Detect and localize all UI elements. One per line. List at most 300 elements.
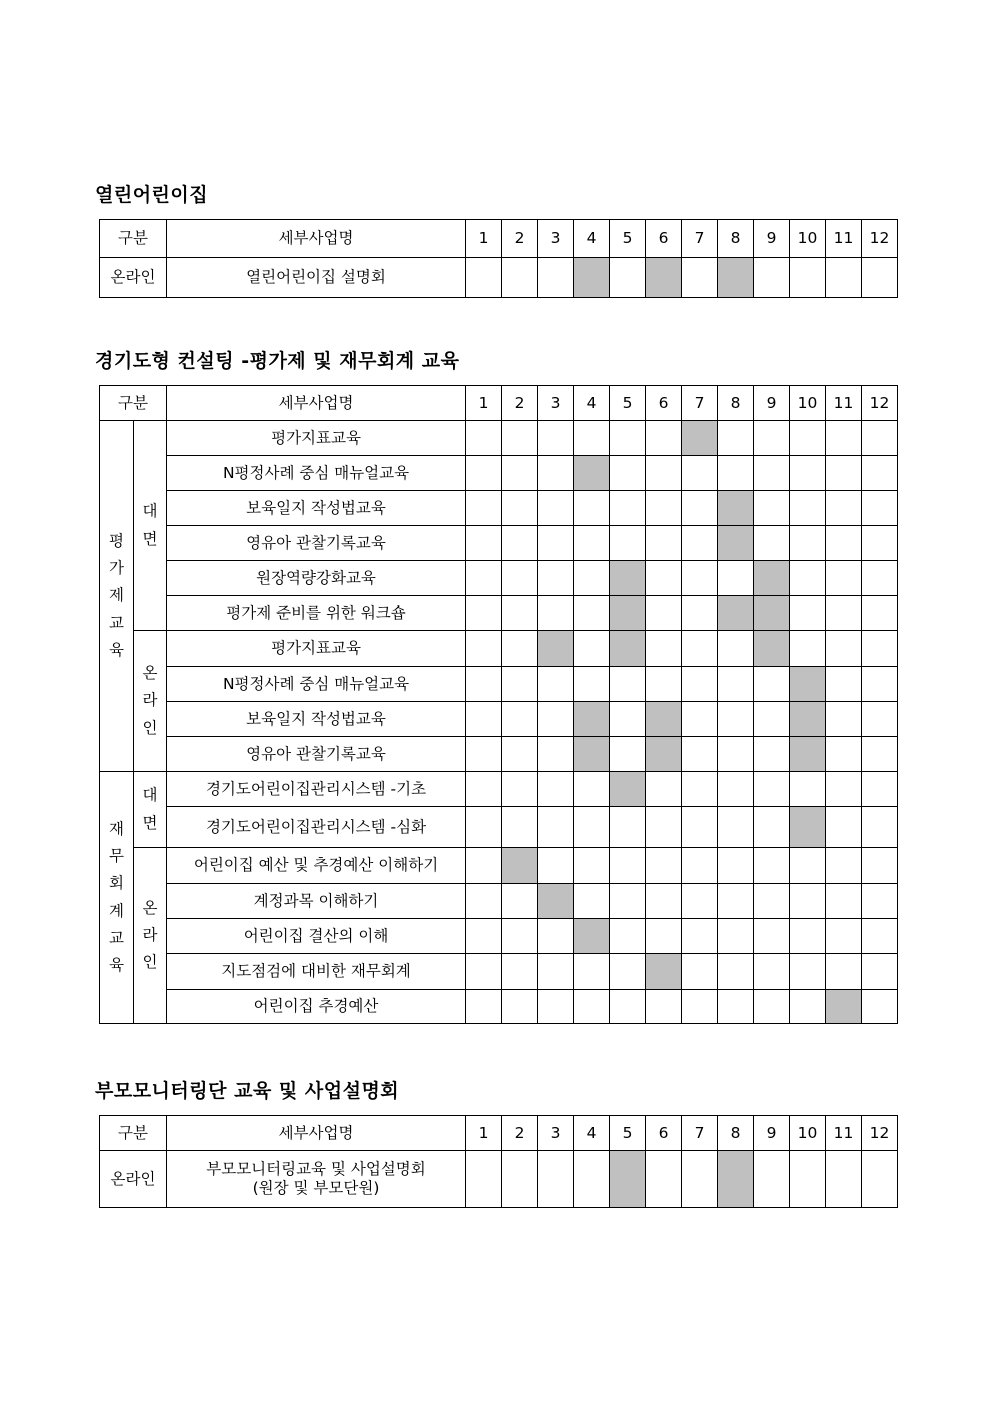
month-cell <box>538 596 574 631</box>
delivery-mode-label: 대 면 <box>142 786 158 832</box>
month-cell <box>538 772 574 807</box>
month-cell-scheduled <box>646 258 682 298</box>
program-name: 지도점검에 대비한 재무회계 <box>167 954 466 990</box>
month-cell <box>610 848 646 884</box>
month-cell <box>682 456 718 491</box>
month-cell-scheduled <box>754 561 790 596</box>
delivery-mode-label: 온 라 인 <box>142 664 158 737</box>
month-cell <box>718 456 754 491</box>
month-cell-scheduled <box>754 631 790 667</box>
month-cell <box>682 561 718 596</box>
month-cell <box>862 561 898 596</box>
month-cell <box>610 919 646 954</box>
program-name: 평가제 준비를 위한 워크숍 <box>167 596 466 631</box>
header-gubun: 구분 <box>100 220 167 258</box>
month-cell <box>826 258 862 298</box>
month-cell <box>610 807 646 848</box>
month-cell <box>574 884 610 919</box>
month-cell <box>502 884 538 919</box>
month-cell <box>754 491 790 526</box>
month-cell <box>718 807 754 848</box>
month-cell <box>790 990 826 1024</box>
month-cell <box>502 421 538 456</box>
delivery-mode-cell <box>134 631 167 772</box>
month-cell <box>682 596 718 631</box>
month-cell <box>682 884 718 919</box>
month-cell-scheduled <box>610 631 646 667</box>
header-month: 11 <box>826 220 862 258</box>
schedule-row <box>100 631 898 667</box>
month-cell <box>502 526 538 561</box>
header-month: 8 <box>718 386 754 421</box>
month-cell <box>502 807 538 848</box>
month-cell <box>502 919 538 954</box>
month-cell-scheduled <box>718 526 754 561</box>
header-month: 1 <box>466 1116 502 1151</box>
schedule-row <box>100 884 898 919</box>
program-name: 어린이집 예산 및 추경예산 이해하기 <box>167 848 466 884</box>
month-cell <box>502 954 538 990</box>
header-month: 9 <box>754 1116 790 1151</box>
program-name: 보육일지 작성법교육 <box>167 702 466 737</box>
month-cell <box>790 919 826 954</box>
month-cell <box>718 421 754 456</box>
schedule-row <box>100 954 898 990</box>
month-cell <box>754 702 790 737</box>
month-cell <box>574 807 610 848</box>
month-cell <box>538 954 574 990</box>
month-cell <box>682 848 718 884</box>
month-cell <box>466 491 502 526</box>
month-cell <box>754 807 790 848</box>
month-cell <box>502 1151 538 1208</box>
header-program-name: 세부사업명 <box>167 1116 466 1151</box>
schedule-row <box>100 919 898 954</box>
header-month: 5 <box>610 1116 646 1151</box>
month-cell <box>646 990 682 1024</box>
month-cell <box>862 702 898 737</box>
header-row <box>100 220 898 258</box>
month-cell <box>538 561 574 596</box>
category-label: 평 가 제 교 육 <box>109 532 124 659</box>
schedule-row <box>100 990 898 1024</box>
month-cell <box>790 561 826 596</box>
header-row <box>100 1116 898 1151</box>
delivery-mode-cell <box>134 848 167 1024</box>
month-cell <box>610 258 646 298</box>
month-cell <box>538 456 574 491</box>
month-cell <box>718 667 754 702</box>
category-cell <box>100 1151 167 1208</box>
month-cell <box>466 258 502 298</box>
program-name: 열린어린이집 설명회 <box>167 258 466 298</box>
month-cell <box>718 954 754 990</box>
month-cell <box>610 884 646 919</box>
schedule-table-consulting <box>99 385 898 1024</box>
header-month: 3 <box>538 1116 574 1151</box>
category-label: 재 무 회 계 교 육 <box>109 820 124 974</box>
month-cell <box>466 667 502 702</box>
month-cell <box>646 848 682 884</box>
category-cell <box>100 258 167 298</box>
month-cell <box>826 421 862 456</box>
delivery-mode-label: 대 면 <box>142 502 158 548</box>
month-cell-scheduled <box>502 848 538 884</box>
header-month: 8 <box>718 1116 754 1151</box>
delivery-mode-cell <box>134 772 167 848</box>
month-cell <box>502 596 538 631</box>
program-name: 어린이집 결산의 이해 <box>167 919 466 954</box>
month-cell <box>502 667 538 702</box>
month-cell <box>754 737 790 772</box>
program-name: 부모모니터링교육 및 사업설명회 (원장 및 부모단원) <box>167 1151 466 1208</box>
schedule-row <box>100 526 898 561</box>
month-cell-scheduled <box>718 258 754 298</box>
month-cell <box>862 526 898 561</box>
month-cell <box>682 1151 718 1208</box>
month-cell <box>466 456 502 491</box>
month-cell <box>682 631 718 667</box>
month-cell <box>502 990 538 1024</box>
header-gubun: 구분 <box>100 1116 167 1151</box>
month-cell <box>574 990 610 1024</box>
month-cell <box>646 421 682 456</box>
month-cell <box>466 954 502 990</box>
program-name: 계정과목 이해하기 <box>167 884 466 919</box>
month-cell <box>790 884 826 919</box>
month-cell <box>862 596 898 631</box>
schedule-row <box>100 772 898 807</box>
month-cell <box>682 667 718 702</box>
month-cell <box>502 491 538 526</box>
month-cell <box>826 919 862 954</box>
month-cell <box>574 421 610 456</box>
program-name: 영유아 관찰기록교육 <box>167 737 466 772</box>
month-cell <box>610 990 646 1024</box>
month-cell-scheduled <box>718 491 754 526</box>
month-cell <box>790 954 826 990</box>
header-month: 4 <box>574 1116 610 1151</box>
category-cell <box>100 772 134 1024</box>
month-cell <box>754 1151 790 1208</box>
month-cell-scheduled <box>718 1151 754 1208</box>
schedule-row <box>100 561 898 596</box>
month-cell <box>718 772 754 807</box>
program-name: 원장역량강화교육 <box>167 561 466 596</box>
month-cell <box>826 884 862 919</box>
month-cell-scheduled <box>610 772 646 807</box>
header-month: 3 <box>538 386 574 421</box>
month-cell <box>682 526 718 561</box>
month-cell <box>718 884 754 919</box>
month-cell <box>466 772 502 807</box>
month-cell <box>862 919 898 954</box>
month-cell-scheduled <box>574 919 610 954</box>
month-cell <box>466 702 502 737</box>
schedule-table-parent-monitoring <box>99 1115 898 1208</box>
month-cell-scheduled <box>646 737 682 772</box>
month-cell <box>682 702 718 737</box>
month-cell <box>790 491 826 526</box>
month-cell <box>682 990 718 1024</box>
header-month: 6 <box>646 1116 682 1151</box>
month-cell <box>610 667 646 702</box>
month-cell <box>826 667 862 702</box>
month-cell <box>538 258 574 298</box>
delivery-mode-cell <box>134 421 167 631</box>
category-cell <box>100 421 134 772</box>
header-month: 1 <box>466 386 502 421</box>
month-cell <box>826 491 862 526</box>
month-cell <box>610 702 646 737</box>
month-cell <box>682 772 718 807</box>
month-cell <box>646 772 682 807</box>
header-month: 12 <box>862 1116 898 1151</box>
header-month: 4 <box>574 220 610 258</box>
month-cell <box>826 596 862 631</box>
month-cell-scheduled <box>574 456 610 491</box>
month-cell <box>862 884 898 919</box>
month-cell <box>502 258 538 298</box>
month-cell-scheduled <box>646 954 682 990</box>
header-month: 12 <box>862 386 898 421</box>
month-cell <box>466 848 502 884</box>
month-cell <box>790 526 826 561</box>
section-title-parent-monitoring: 부모모니터링단 교육 및 사업설명회 <box>95 1080 400 1102</box>
program-name: 영유아 관찰기록교육 <box>167 526 466 561</box>
month-cell <box>754 456 790 491</box>
month-cell <box>862 772 898 807</box>
header-month: 10 <box>790 386 826 421</box>
month-cell <box>610 737 646 772</box>
header-month: 7 <box>682 386 718 421</box>
month-cell <box>538 526 574 561</box>
month-cell <box>718 631 754 667</box>
month-cell-scheduled <box>610 596 646 631</box>
header-month: 2 <box>502 386 538 421</box>
month-cell <box>466 737 502 772</box>
schedule-row <box>100 421 898 456</box>
month-cell <box>682 258 718 298</box>
month-cell <box>826 1151 862 1208</box>
month-cell <box>466 526 502 561</box>
month-cell-scheduled <box>574 737 610 772</box>
month-cell-scheduled <box>718 596 754 631</box>
month-cell <box>754 884 790 919</box>
header-month: 11 <box>826 1116 862 1151</box>
header-month: 5 <box>610 386 646 421</box>
month-cell <box>718 737 754 772</box>
month-cell <box>538 1151 574 1208</box>
header-month: 9 <box>754 386 790 421</box>
header-month: 8 <box>718 220 754 258</box>
month-cell <box>862 421 898 456</box>
month-cell <box>610 421 646 456</box>
program-name: 경기도어린이집관리시스템 -심화 <box>167 807 466 848</box>
month-cell <box>646 491 682 526</box>
month-cell <box>754 421 790 456</box>
month-cell <box>574 631 610 667</box>
month-cell-scheduled <box>826 990 862 1024</box>
header-month: 6 <box>646 220 682 258</box>
header-row <box>100 386 898 421</box>
month-cell <box>466 561 502 596</box>
schedule-row <box>100 491 898 526</box>
program-name: 어린이집 추경예산 <box>167 990 466 1024</box>
header-month: 7 <box>682 220 718 258</box>
month-cell <box>646 919 682 954</box>
program-name: N평정사례 중심 매뉴얼교육 <box>167 667 466 702</box>
month-cell <box>862 631 898 667</box>
month-cell-scheduled <box>790 667 826 702</box>
month-cell <box>538 919 574 954</box>
month-cell <box>826 526 862 561</box>
program-name: N평정사례 중심 매뉴얼교육 <box>167 456 466 491</box>
header-program-name: 세부사업명 <box>167 386 466 421</box>
header-month: 6 <box>646 386 682 421</box>
header-month: 4 <box>574 386 610 421</box>
month-cell <box>574 772 610 807</box>
month-cell <box>862 848 898 884</box>
header-month: 9 <box>754 220 790 258</box>
month-cell <box>538 737 574 772</box>
month-cell <box>862 807 898 848</box>
header-program-name: 세부사업명 <box>167 220 466 258</box>
month-cell-scheduled <box>790 702 826 737</box>
month-cell <box>826 456 862 491</box>
month-cell <box>574 526 610 561</box>
month-cell <box>826 848 862 884</box>
month-cell <box>646 596 682 631</box>
month-cell <box>610 456 646 491</box>
month-cell <box>646 631 682 667</box>
month-cell <box>574 954 610 990</box>
month-cell <box>790 421 826 456</box>
header-month: 7 <box>682 1116 718 1151</box>
month-cell <box>466 631 502 667</box>
month-cell <box>790 848 826 884</box>
month-cell <box>790 456 826 491</box>
month-cell <box>862 667 898 702</box>
month-cell <box>502 631 538 667</box>
month-cell <box>502 702 538 737</box>
month-cell <box>682 737 718 772</box>
month-cell <box>862 954 898 990</box>
month-cell <box>754 526 790 561</box>
month-cell-scheduled <box>574 258 610 298</box>
month-cell <box>466 1151 502 1208</box>
delivery-mode-label: 온 라 인 <box>142 898 158 972</box>
month-cell <box>646 526 682 561</box>
month-cell <box>538 807 574 848</box>
schedule-row <box>100 848 898 884</box>
schedule-row <box>100 807 898 848</box>
header-month: 5 <box>610 220 646 258</box>
month-cell <box>466 884 502 919</box>
month-cell <box>790 596 826 631</box>
schedule-row <box>100 702 898 737</box>
month-cell <box>538 491 574 526</box>
schedule-row <box>100 596 898 631</box>
month-cell-scheduled <box>538 884 574 919</box>
month-cell <box>718 561 754 596</box>
category-label: 온라인 <box>110 1169 156 1188</box>
month-cell-scheduled <box>790 737 826 772</box>
month-cell <box>682 807 718 848</box>
header-month: 2 <box>502 220 538 258</box>
month-cell <box>466 919 502 954</box>
month-cell <box>574 491 610 526</box>
month-cell <box>466 807 502 848</box>
month-cell <box>646 456 682 491</box>
header-month: 11 <box>826 386 862 421</box>
month-cell <box>826 631 862 667</box>
month-cell <box>502 456 538 491</box>
month-cell <box>538 667 574 702</box>
month-cell <box>610 954 646 990</box>
month-cell <box>610 491 646 526</box>
header-gubun: 구분 <box>100 386 167 421</box>
header-month: 12 <box>862 220 898 258</box>
month-cell <box>862 1151 898 1208</box>
month-cell <box>682 491 718 526</box>
month-cell <box>826 561 862 596</box>
month-cell <box>646 667 682 702</box>
month-cell <box>574 561 610 596</box>
month-cell <box>826 702 862 737</box>
schedule-table-open-daycare <box>99 219 898 298</box>
month-cell-scheduled <box>646 702 682 737</box>
month-cell <box>610 526 646 561</box>
schedule-row <box>100 737 898 772</box>
month-cell <box>754 919 790 954</box>
month-cell-scheduled <box>538 631 574 667</box>
month-cell <box>466 421 502 456</box>
month-cell <box>718 919 754 954</box>
program-name: 평가지표교육 <box>167 631 466 667</box>
month-cell-scheduled <box>610 561 646 596</box>
month-cell-scheduled <box>610 1151 646 1208</box>
month-cell <box>862 990 898 1024</box>
schedule-row <box>100 1151 898 1208</box>
month-cell <box>718 990 754 1024</box>
program-name: 보육일지 작성법교육 <box>167 491 466 526</box>
month-cell <box>790 631 826 667</box>
month-cell-scheduled <box>574 702 610 737</box>
header-month: 10 <box>790 220 826 258</box>
month-cell <box>646 807 682 848</box>
month-cell <box>862 491 898 526</box>
section-title-consulting: 경기도형 컨설팅 -평가제 및 재무회계 교육 <box>95 350 460 372</box>
schedule-row <box>100 258 898 298</box>
section-title-open-daycare: 열린어린이집 <box>95 184 209 206</box>
month-cell <box>502 772 538 807</box>
month-cell <box>574 848 610 884</box>
month-cell <box>538 848 574 884</box>
category-label: 온라인 <box>110 268 156 287</box>
month-cell <box>646 884 682 919</box>
header-month: 1 <box>466 220 502 258</box>
month-cell <box>754 848 790 884</box>
schedule-row <box>100 456 898 491</box>
header-month: 10 <box>790 1116 826 1151</box>
month-cell <box>754 258 790 298</box>
month-cell <box>826 737 862 772</box>
month-cell <box>682 919 718 954</box>
month-cell <box>790 1151 826 1208</box>
month-cell <box>646 1151 682 1208</box>
header-month: 3 <box>538 220 574 258</box>
